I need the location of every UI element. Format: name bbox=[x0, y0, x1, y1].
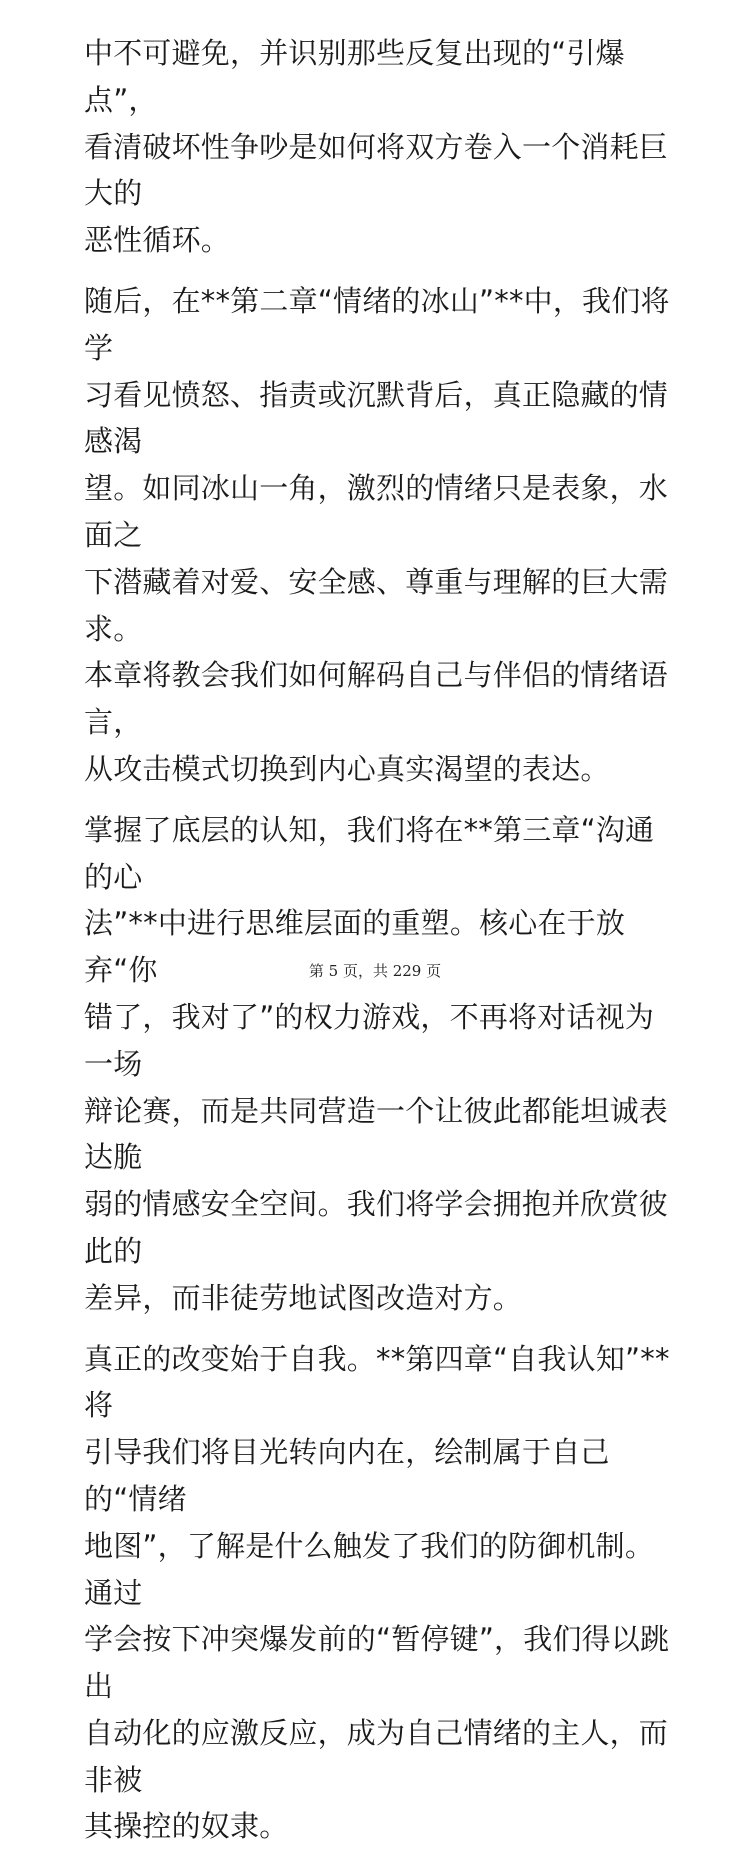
paragraph: 掌握了底层的认知，我们将在**第三章“沟通的心 法”**中进行思维层面的重塑。核心在于放弃“你 错了，我对了”的权力游戏，不再将对话视为一场 辩论赛，而是共同营造一个让彼此都能坦诚表达脆 弱的情感安全空间。我们将学会拥抱并欣赏彼此的 差异，而非徒劳地试图改造对方。 bbox=[84, 812, 669, 1315]
paragraph: 中不可避免，并识别那些反复出现的“引爆点”， 看清破坏性争吵是如何将双方卷入一个消耗巨大的 恶性循环。 bbox=[84, 36, 669, 258]
document-body bbox=[84, 30, 675, 1850]
page-number-footer: 第 5 页，共 229 页 bbox=[308, 962, 442, 980]
paragraph: 真正的改变始于自我。**第四章“自我认知”**将 引导我们将目光转向内在，绘制属于自己的“情绪 地图”，了解是什么触发了我们的防御机制。通过 学会按下冲突爆发前的“暂停键”，我们得以跳出 自动化的应激反应，成为自己情绪的主人，而非被 其操控的奴隶。 bbox=[84, 1341, 670, 1844]
paragraph: 随后，在**第二章“情绪的冰山”**中，我们将学 习看见愤怒、指责或沉默背后，真正隐藏的情感渴 望。如同冰山一角，激烈的情绪只是表象，水面之 下潜藏着对爱、安全感、尊重与理解的巨大需求。 本章将教会我们如何解码自己与伴侣的情绪语言， 从攻击模式切换到内心真实渴望的表达。 bbox=[84, 283, 670, 786]
